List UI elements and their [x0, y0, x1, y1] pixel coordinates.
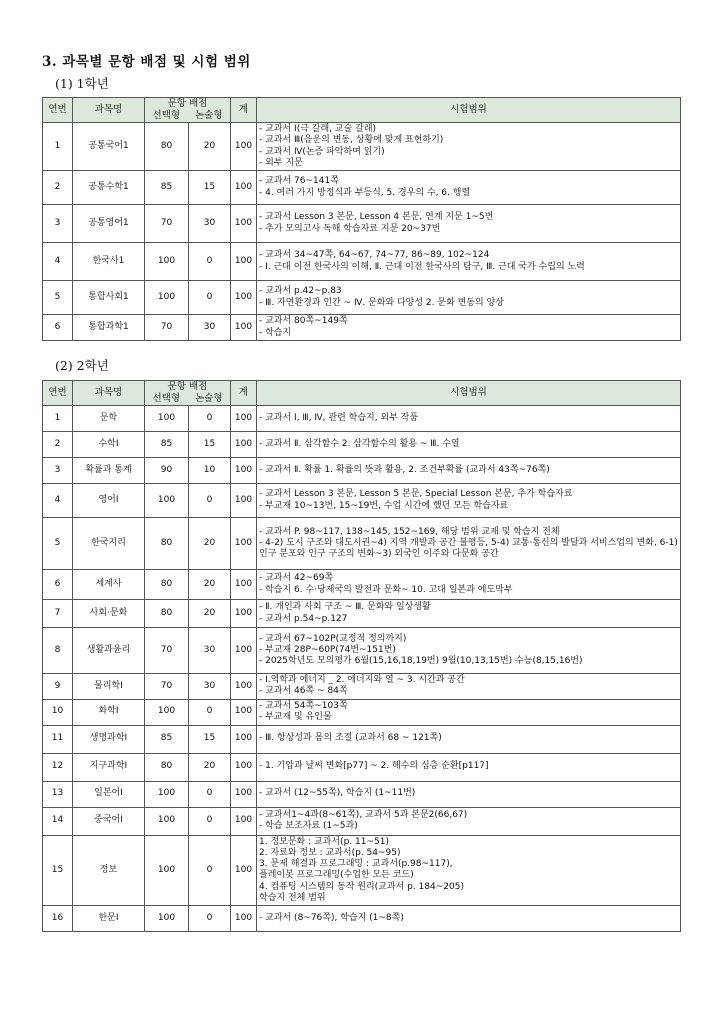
grade2-exam-table: [42, 380, 681, 932]
table-row: [43, 725, 681, 753]
row-no: 4: [43, 243, 73, 281]
row-range: [257, 600, 681, 628]
row-range: [257, 835, 681, 906]
range-line: 4. 컴퓨팅 시스템의 동작 원리(교과서 p. 184~205): [259, 881, 464, 892]
row-subject: 사회·문화: [73, 600, 145, 628]
row-total: 100: [231, 835, 257, 906]
row-essay-score: 20: [189, 123, 231, 171]
row-choice-score: 85: [145, 432, 189, 458]
range-line: - 교과서 (12~55쪽), 학습지 (1~11번): [259, 788, 416, 799]
row-total: 100: [231, 123, 257, 171]
row-no: 6: [43, 570, 73, 600]
table-row: [43, 243, 681, 281]
range-line: - 교과서 67~102P(교정적 정의까지): [259, 633, 407, 644]
range-line: - Ⅰ. 근대 이전 한국사의 이해, Ⅱ. 근대 이전 한국사의 탐구, Ⅲ. 근대 국가 수립의 노력: [259, 261, 585, 272]
range-line: - 외부 지문: [259, 157, 303, 168]
row-total: 100: [231, 432, 257, 458]
table-row: [43, 171, 681, 205]
row-range: [257, 674, 681, 700]
table-row: [43, 458, 681, 484]
row-choice-score: 85: [145, 725, 189, 753]
range-line: - 부교재 및 유인물: [259, 712, 332, 722]
row-choice-score: 80: [145, 518, 189, 570]
row-subject: 한국사1: [73, 243, 145, 281]
row-total: 100: [231, 807, 257, 835]
row-total: 100: [231, 725, 257, 753]
row-essay-score: 0: [189, 243, 231, 281]
header-score: [145, 381, 231, 406]
range-line: - 학습지: [259, 327, 292, 338]
row-total: 100: [231, 600, 257, 628]
row-range: [257, 906, 681, 932]
range-line: - 교과서 Ⅲ(음운의 변동, 상황에 맞게 표현하기): [259, 135, 444, 146]
range-line: - 교과서 42~69쪽: [259, 573, 334, 584]
row-essay-score: 15: [189, 171, 231, 205]
table-row: [43, 807, 681, 835]
row-subject: 공통영어1: [73, 205, 145, 243]
row-choice-score: 70: [145, 205, 189, 243]
row-choice-score: 100: [145, 281, 189, 315]
row-essay-score: 15: [189, 432, 231, 458]
row-subject: 물리학Ⅰ: [73, 674, 145, 700]
range-line: 3. 문제 해결과 프로그래밍 : 교과서(p.98~117),: [259, 859, 453, 869]
range-line: - 교과서 P. 98~117, 138~145, 152~169, 해당 범위 교재 및 학습지 전체: [259, 526, 560, 537]
table-row: [43, 484, 681, 518]
row-subject: 세계사: [73, 570, 145, 600]
row-essay-score: 20: [189, 753, 231, 781]
range-line: - 교과서 80쪽~149쪽: [259, 316, 348, 327]
header-choice: 선택형: [152, 110, 181, 121]
range-line: - 교과서 p.54~p.127: [259, 613, 348, 624]
table-row: [43, 315, 681, 341]
range-line: 플레이봇 프로그래밍(수업한 모든 코드): [259, 870, 414, 881]
header-subject: 과목명: [73, 98, 145, 123]
header-score: [145, 98, 231, 123]
row-essay-score: 0: [189, 281, 231, 315]
row-subject: 일본어Ⅰ: [73, 781, 145, 807]
range-line: - 1. 기압과 날씨 변화[p77] ~ 2. 해수의 심층 순환[p117]: [259, 761, 489, 772]
row-choice-score: 70: [145, 315, 189, 341]
table-row: [43, 835, 681, 906]
row-choice-score: 80: [145, 600, 189, 628]
row-subject: 공통수학1: [73, 171, 145, 205]
range-line: - 교과서 Ⅱ. 삼각함수 2. 삼각함수의 활용 ~ Ⅲ. 수열: [259, 438, 460, 449]
header-choice: 선택형: [152, 393, 181, 404]
row-no: 12: [43, 753, 73, 781]
table-row: [43, 600, 681, 628]
row-essay-score: 0: [189, 906, 231, 932]
table-row: [43, 906, 681, 932]
row-range: [257, 807, 681, 835]
row-total: 100: [231, 628, 257, 674]
range-line: - 4. 여러 가지 방정식과 부등식, 5. 경우의 수, 6. 행렬: [259, 187, 471, 198]
range-line: - 교과서 (8~76쪽), 학습지 (1~8쪽): [259, 912, 404, 923]
range-line: - 교과서 Ⅱ. 확률 1. 확률의 뜻과 활용, 2. 조건부확률 (교과서 43쪽~76쪽): [259, 464, 550, 475]
row-no: 15: [43, 835, 73, 906]
row-choice-score: 80: [145, 123, 189, 171]
row-no: 16: [43, 906, 73, 932]
table-row: [43, 406, 681, 432]
row-range: [257, 699, 681, 725]
header-essay: 논술형: [194, 110, 223, 121]
row-range: [257, 205, 681, 243]
range-line: - 교과서 54쪽~103쪽: [259, 700, 348, 711]
row-subject: 화학Ⅰ: [73, 699, 145, 725]
row-range: [257, 432, 681, 458]
row-subject: 통합사회1: [73, 281, 145, 315]
row-no: 1: [43, 406, 73, 432]
row-subject: 중국어Ⅰ: [73, 807, 145, 835]
row-choice-score: 100: [145, 699, 189, 725]
table-row: [43, 753, 681, 781]
row-subject: 생활과윤리: [73, 628, 145, 674]
grade1-exam-table: [42, 97, 681, 341]
row-choice-score: 100: [145, 406, 189, 432]
range-line: - Ⅱ. 개인과 사회 구조 ~ Ⅲ. 문화와 일상생활: [259, 602, 431, 613]
row-subject: 정보: [73, 835, 145, 906]
section-title: 3. 과목별 문항 배점 및 시험 범위: [42, 54, 251, 70]
range-line: 2. 자료와 정보 : 교과서(p. 54~95): [259, 847, 401, 858]
range-line: - 교과서 Lesson 3 본문, Lesson 4 본문, 연계 지문 1~5번: [259, 212, 494, 223]
row-range: [257, 315, 681, 341]
table-row: [43, 123, 681, 171]
row-essay-score: 10: [189, 458, 231, 484]
row-total: 100: [231, 753, 257, 781]
row-range: [257, 281, 681, 315]
range-line: - Ⅲ. 자연환경과 인간 ~ Ⅳ. 문화와 다양성 2. 문화 변동의 양상: [259, 297, 504, 308]
row-essay-score: 0: [189, 484, 231, 518]
row-total: 100: [231, 458, 257, 484]
row-subject: 통합과학1: [73, 315, 145, 341]
range-line: - 부교재 10~13번, 15~19번, 수업 시간에 했던 모든 학습자료: [259, 500, 509, 511]
row-range: [257, 781, 681, 807]
grade1-title: (1) 1학년: [55, 76, 109, 91]
row-choice-score: 70: [145, 628, 189, 674]
row-choice-score: 80: [145, 570, 189, 600]
row-range: [257, 753, 681, 781]
row-total: 100: [231, 570, 257, 600]
row-subject: 확률과 통계: [73, 458, 145, 484]
range-line: - 2025학년도 모의평가 6월(15,16,18,19번) 9월(10,13,15번) 수능(8,15,16번): [259, 656, 583, 667]
row-essay-score: 0: [189, 807, 231, 835]
row-essay-score: 0: [189, 406, 231, 432]
range-line: - 학습 보조자료 (1~5과): [259, 821, 358, 831]
range-line: - 교과서 46쪽 ~ 84쪽: [259, 686, 348, 697]
table-row: [43, 432, 681, 458]
row-essay-score: 30: [189, 205, 231, 243]
table-row: [43, 570, 681, 600]
header-no: 연번: [43, 98, 73, 123]
range-line: - 부교재 28P~60P(74번~151번): [259, 644, 396, 655]
row-subject: 생명과학Ⅰ: [73, 725, 145, 753]
range-line: - Ⅰ.역학과 에너지 _ 2. 에너지와 열 ~ 3. 시간과 공간: [259, 675, 465, 685]
row-subject: 문학: [73, 406, 145, 432]
row-no: 10: [43, 699, 73, 725]
row-no: 7: [43, 600, 73, 628]
row-choice-score: 100: [145, 835, 189, 906]
range-line: - 교과서 p.42~p.83: [259, 286, 342, 297]
row-essay-score: 0: [189, 781, 231, 807]
header-range: 시험범위: [257, 381, 681, 406]
row-no: 11: [43, 725, 73, 753]
range-line: - 추가 모의고사 독해 학습자료 지문 20~37번: [259, 223, 441, 234]
row-choice-score: 90: [145, 458, 189, 484]
range-line: 학습지 전체 범위: [259, 892, 326, 903]
row-total: 100: [231, 171, 257, 205]
row-total: 100: [231, 674, 257, 700]
row-subject: 공통국어1: [73, 123, 145, 171]
row-essay-score: 20: [189, 600, 231, 628]
row-subject: 한국지리: [73, 518, 145, 570]
row-choice-score: 70: [145, 674, 189, 700]
row-range: [257, 570, 681, 600]
header-total: 계: [231, 381, 257, 406]
header-score-label: 문항 배점: [167, 98, 208, 109]
row-choice-score: 100: [145, 781, 189, 807]
table-header-row: [43, 381, 681, 406]
row-subject: 영어Ⅰ: [73, 484, 145, 518]
row-no: 2: [43, 432, 73, 458]
row-essay-score: 30: [189, 628, 231, 674]
row-essay-score: 15: [189, 725, 231, 753]
row-total: 100: [231, 205, 257, 243]
table-row: [43, 699, 681, 725]
row-total: 100: [231, 906, 257, 932]
range-line: - 교과서 34~47쪽, 64~67, 74~77, 86~89, 102~124: [259, 250, 490, 261]
range-line: - Ⅲ. 항상성과 몸의 조절 (교과서 68 ~ 121쪽): [259, 733, 442, 744]
row-range: [257, 484, 681, 518]
row-essay-score: 30: [189, 674, 231, 700]
table-header-row: [43, 98, 681, 123]
range-line: - 교과서 Lesson 3 본문, Lesson 5 본문, Special Lesson 본문, 추가 학습자료: [259, 489, 573, 500]
row-no: 13: [43, 781, 73, 807]
row-subject: 지구과학Ⅰ: [73, 753, 145, 781]
row-range: [257, 123, 681, 171]
range-line: - 교과서 Ⅰ(극 갈래, 교술 갈래): [259, 124, 377, 134]
row-essay-score: 30: [189, 315, 231, 341]
row-no: 2: [43, 171, 73, 205]
header-no: 연번: [43, 381, 73, 406]
range-line: - 학습지 6. 수·당제국의 발전과 문화~ 10. 고대 일본과 에도막부: [259, 584, 513, 595]
table-row: [43, 518, 681, 570]
row-choice-score: 100: [145, 807, 189, 835]
row-essay-score: 0: [189, 835, 231, 906]
header-essay: 논술형: [194, 393, 223, 404]
row-choice-score: 85: [145, 171, 189, 205]
header-subject: 과목명: [73, 381, 145, 406]
row-no: 3: [43, 205, 73, 243]
row-subject: 한문Ⅰ: [73, 906, 145, 932]
row-no: 8: [43, 628, 73, 674]
table-row: [43, 628, 681, 674]
row-total: 100: [231, 484, 257, 518]
row-subject: 수학Ⅰ: [73, 432, 145, 458]
range-line: - 교과서 Ⅳ(논증 파악하며 읽기): [259, 146, 385, 157]
row-total: 100: [231, 315, 257, 341]
row-range: [257, 171, 681, 205]
row-total: 100: [231, 406, 257, 432]
row-range: [257, 458, 681, 484]
row-no: 1: [43, 123, 73, 171]
row-range: [257, 243, 681, 281]
row-no: 5: [43, 518, 73, 570]
table-row: [43, 674, 681, 700]
table-row: [43, 205, 681, 243]
header-total: 계: [231, 98, 257, 123]
row-no: 9: [43, 674, 73, 700]
row-choice-score: 100: [145, 906, 189, 932]
row-range: [257, 518, 681, 570]
range-line: - 교과서 Ⅰ, Ⅲ, Ⅳ, 관련 학습지, 외부 작품: [259, 412, 419, 423]
row-choice-score: 80: [145, 753, 189, 781]
row-range: [257, 725, 681, 753]
row-total: 100: [231, 518, 257, 570]
row-total: 100: [231, 781, 257, 807]
table-row: [43, 281, 681, 315]
row-total: 100: [231, 699, 257, 725]
grade2-title: (2) 2학년: [55, 358, 109, 373]
row-no: 4: [43, 484, 73, 518]
header-range: 시험범위: [257, 98, 681, 123]
row-no: 14: [43, 807, 73, 835]
table-row: [43, 781, 681, 807]
header-score-label: 문항 배점: [167, 381, 208, 392]
row-range: [257, 406, 681, 432]
range-line: - 교과서1~4과(8~61쪽), 교과서 5과 본문2(66,67): [259, 809, 468, 820]
row-total: 100: [231, 281, 257, 315]
range-line: - 교과서 76~141쪽: [259, 176, 339, 187]
row-essay-score: 20: [189, 518, 231, 570]
row-essay-score: 20: [189, 570, 231, 600]
row-no: 5: [43, 281, 73, 315]
row-essay-score: 0: [189, 699, 231, 725]
row-total: 100: [231, 243, 257, 281]
row-no: 3: [43, 458, 73, 484]
row-choice-score: 100: [145, 243, 189, 281]
range-line: - 4-2) 도시 구조와 대도시권~4) 지역 개발과 공간 불평등, 5-4) 교통·통신의 발달과 서비스업의 변화, 6-1) 인구 분포와 인구 구조의 변화~3) 외국인 이주와 다문화 공간: [259, 537, 678, 560]
row-choice-score: 100: [145, 484, 189, 518]
range-line: 1. 정보문화 : 교과서(p. 11~51): [259, 836, 389, 847]
row-no: 6: [43, 315, 73, 341]
row-range: [257, 628, 681, 674]
